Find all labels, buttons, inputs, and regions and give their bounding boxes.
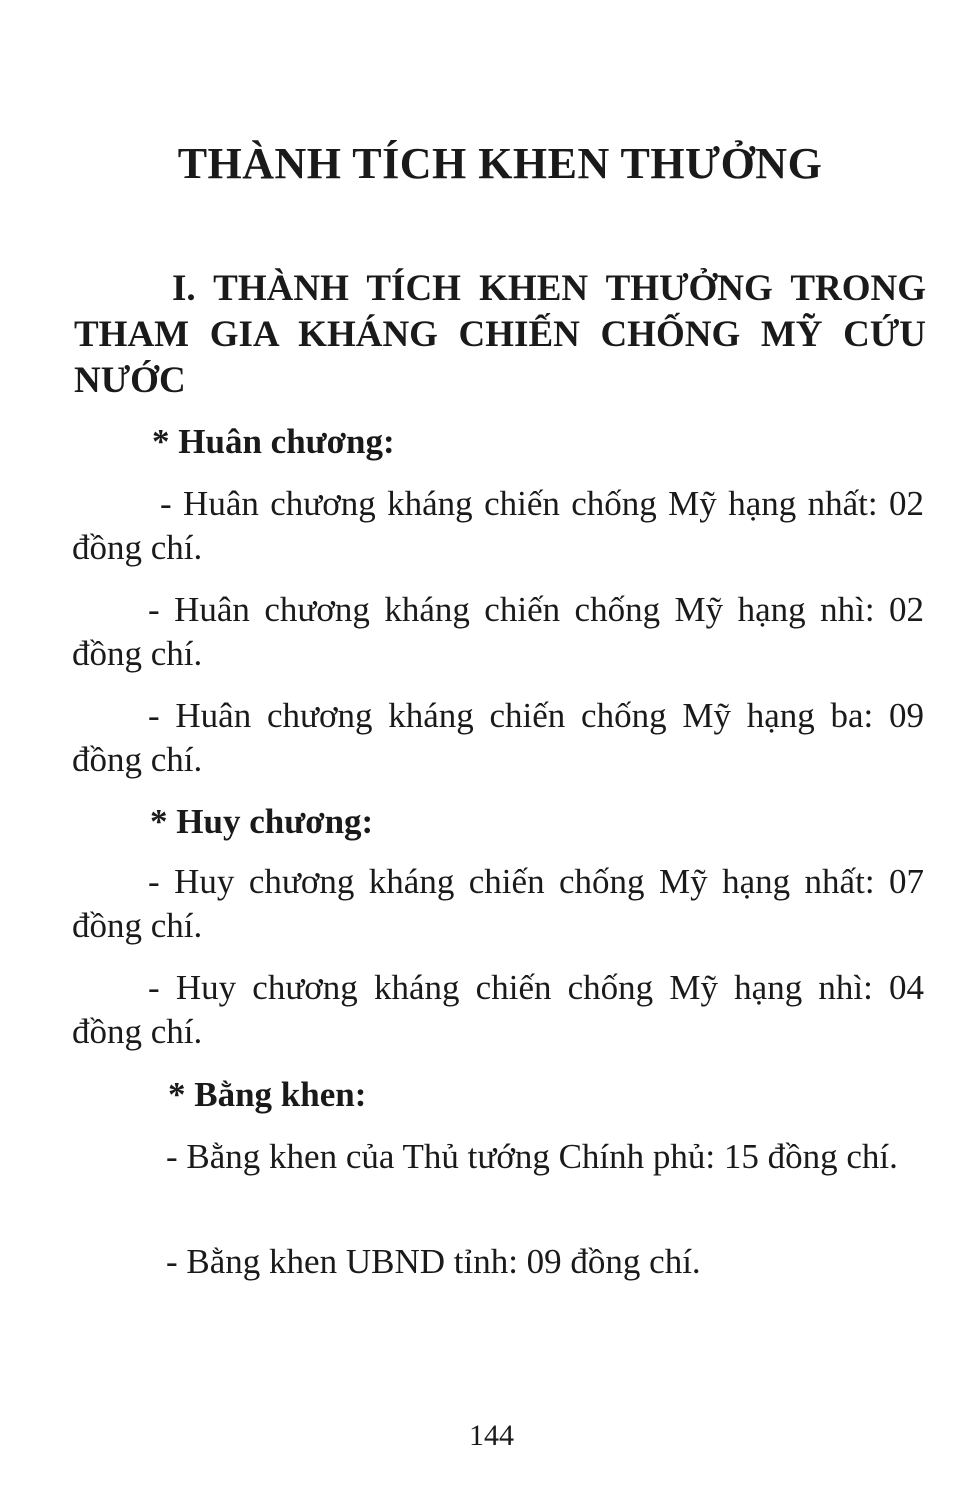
bang-khen-item-1: - Bằng khen của Thủ tướng Chính phủ: 15 đồng chí. bbox=[166, 1137, 898, 1176]
huan-chuong-item-3: - Huân chương kháng chiến chống Mỹ hạng ba: 09 đồng chí. bbox=[72, 696, 924, 779]
huan-chuong-item-2: - Huân chương kháng chiến chống Mỹ hạng nhì: 02 đồng chí. bbox=[72, 590, 924, 673]
page-number: 144 bbox=[469, 1419, 514, 1452]
page-title: THÀNH TÍCH KHEN THƯỞNG bbox=[177, 139, 823, 188]
huan-chuong-heading: * Huân chương: bbox=[152, 422, 395, 461]
huy-chuong-heading: * Huy chương: bbox=[150, 802, 374, 841]
bang-khen-heading: * Bằng khen: bbox=[168, 1075, 367, 1114]
huy-chuong-item-2: - Huy chương kháng chiến chống Mỹ hạng nhì: 04 đồng chí. bbox=[72, 968, 924, 1051]
bang-khen-item-2: - Bằng khen UBND tỉnh: 09 đồng chí. bbox=[166, 1242, 701, 1281]
huan-chuong-item-1: - Huân chương kháng chiến chống Mỹ hạng nhất: 02 đồng chí. bbox=[72, 484, 924, 567]
section-heading: I. THÀNH TÍCH KHEN THƯỞNG TRONG THAM GIA KHÁNG CHIẾN CHỐNG MỸ CỨU NƯỚC bbox=[74, 268, 926, 401]
huy-chuong-item-1: - Huy chương kháng chiến chống Mỹ hạng nhất: 07 đồng chí. bbox=[72, 862, 924, 945]
